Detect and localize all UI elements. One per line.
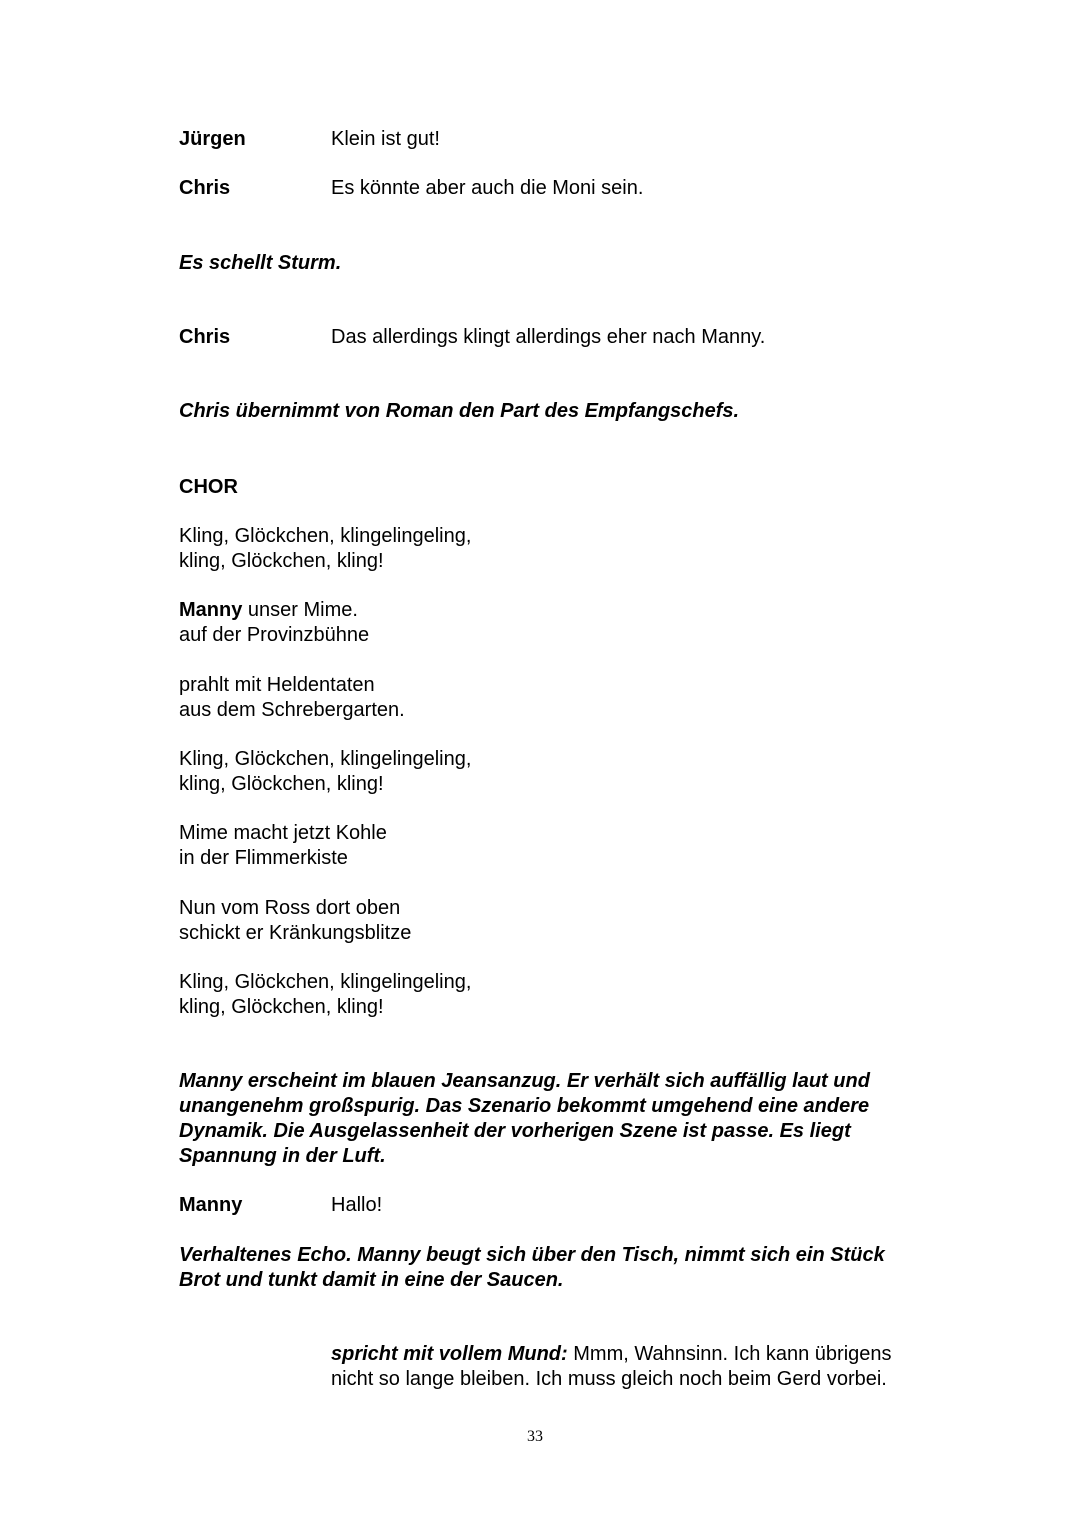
speaker-name: Chris: [179, 177, 231, 199]
dialogue-text: Das allerdings klingt allerdings eher nach Manny.: [331, 326, 766, 348]
stage-direction: Chris übernimmt von Roman den Part des Empfangschefs.: [179, 400, 740, 422]
song-line: Kling, Glöckchen, klingelingeling,: [179, 525, 472, 547]
dialogue-text: Klein ist gut!: [331, 128, 440, 150]
dialogue-text: Es könnte aber auch die Moni sein.: [331, 177, 644, 199]
song-line: Kling, Glöckchen, klingelingeling,: [179, 971, 472, 993]
speaker-name: Manny: [179, 1194, 243, 1216]
stage-direction: Brot und tunkt damit in eine der Saucen.: [179, 1269, 564, 1291]
stage-direction: unangenehm großspurig. Das Szenario bekommt umgehend eine andere: [179, 1095, 870, 1117]
stage-direction: Spannung in der Luft.: [179, 1145, 386, 1167]
dialogue-text-part: Mmm, Wahnsinn. Ich kann übrigens: [567, 1343, 892, 1365]
chor-heading: CHOR: [179, 476, 238, 498]
song-line: aus dem Schrebergarten.: [179, 699, 405, 721]
speaker-name: Chris: [179, 326, 231, 348]
song-line: Mime macht jetzt Kohle: [179, 822, 387, 844]
speaker-name: Jürgen: [179, 128, 246, 150]
inline-direction: spricht mit vollem Mund:: [331, 1343, 568, 1365]
page-number: 33: [527, 1428, 543, 1445]
stage-direction: Es schellt Sturm.: [179, 252, 342, 274]
song-line: Nun vom Ross dort oben: [179, 897, 401, 919]
song-line: kling, Glöckchen, kling!: [179, 550, 384, 572]
stage-direction: Manny erscheint im blauen Jeansanzug. Er verhält sich auffällig laut und: [179, 1070, 870, 1092]
stage-direction: Verhaltenes Echo. Manny beugt sich über den Tisch, nimmt sich ein Stück: [179, 1244, 885, 1266]
song-line: auf der Provinzbühne: [179, 624, 370, 646]
song-line: in der Flimmerkiste: [179, 847, 348, 869]
song-line: prahlt mit Heldentaten: [179, 674, 375, 696]
song-line: schickt er Kränkungsblitze: [179, 922, 412, 944]
dialogue-text: nicht so lange bleiben. Ich muss gleich noch beim Gerd vorbei.: [331, 1368, 887, 1390]
song-line: kling, Glöckchen, kling!: [179, 773, 384, 795]
song-text: unser Mime.: [242, 599, 358, 621]
dialogue-text: Hallo!: [331, 1194, 383, 1216]
song-name: Manny: [179, 599, 243, 621]
song-line: [179, 598, 358, 623]
dialogue-text: [331, 1342, 892, 1367]
song-line: kling, Glöckchen, kling!: [179, 996, 384, 1018]
stage-direction: Dynamik. Die Ausgelassenheit der vorherigen Szene ist passe. Es liegt: [179, 1120, 851, 1142]
song-line: Kling, Glöckchen, klingelingeling,: [179, 748, 472, 770]
